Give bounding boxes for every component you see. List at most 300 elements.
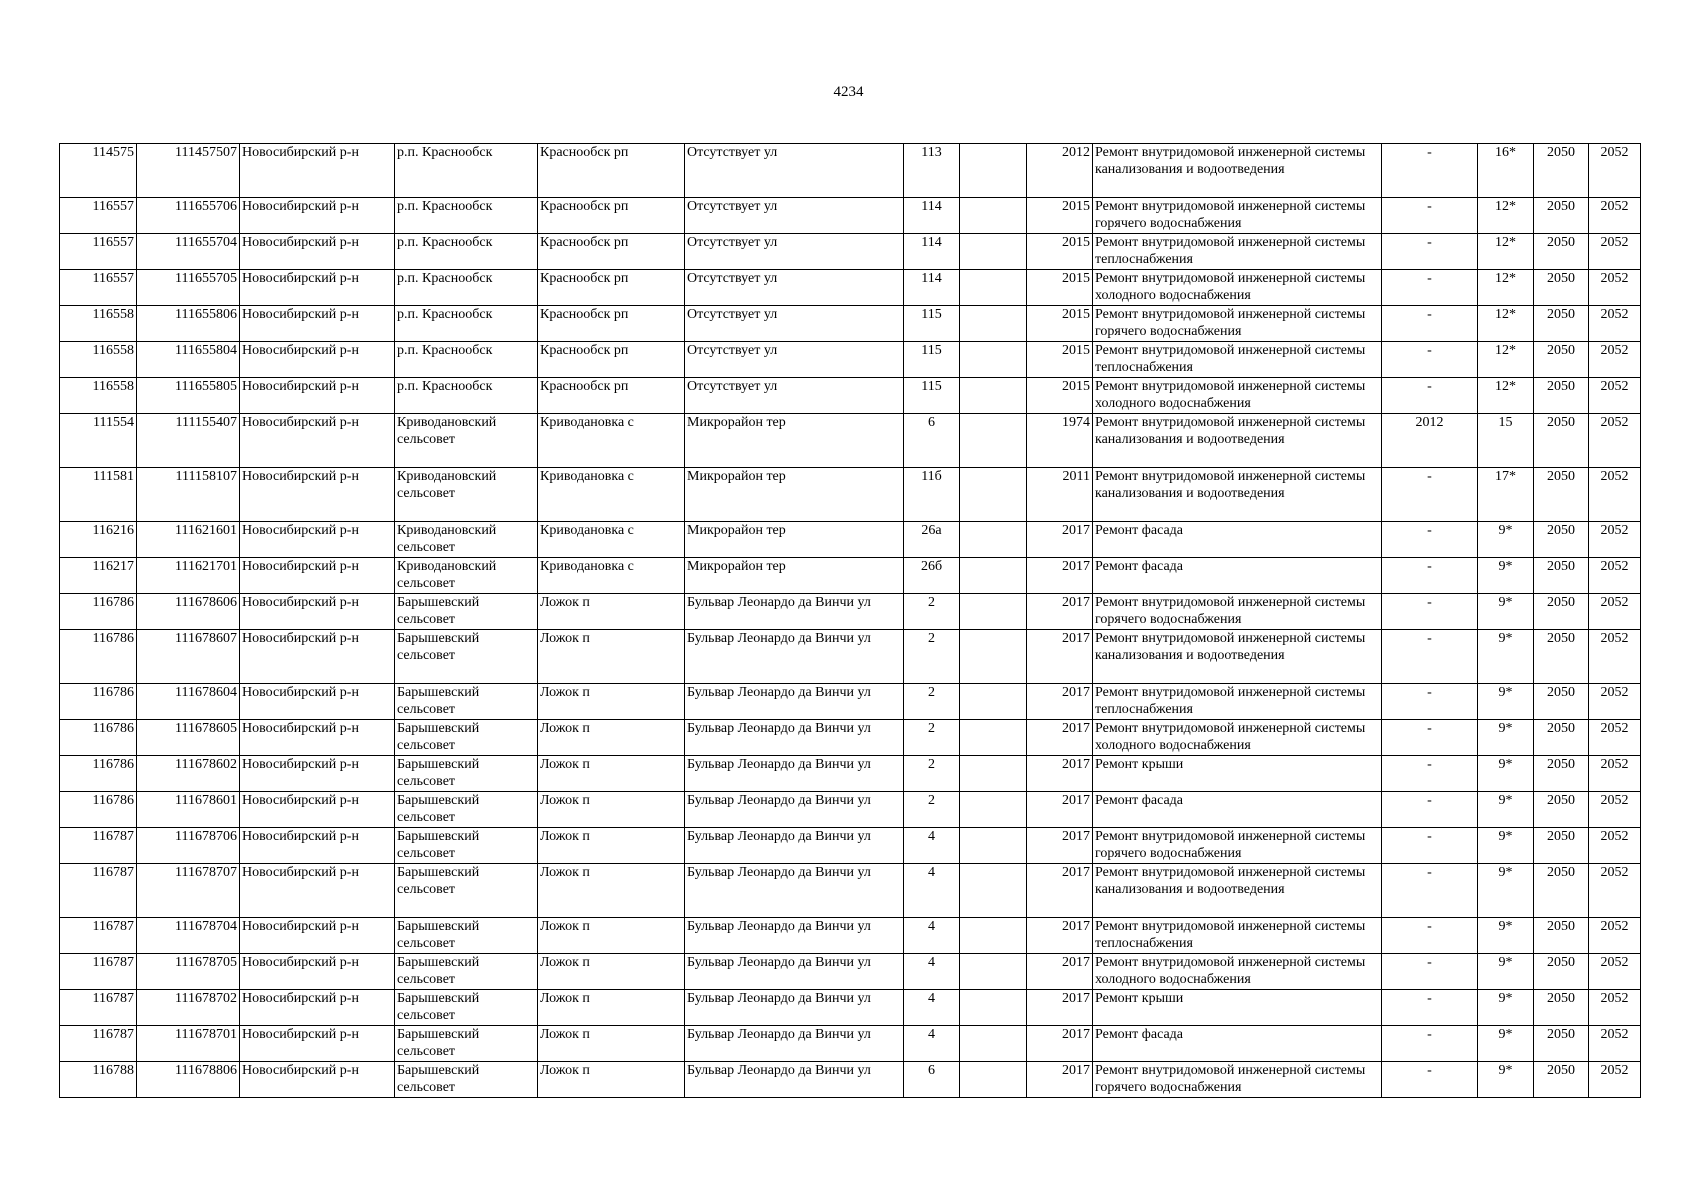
- district-cell: Новосибирский р-н: [240, 342, 395, 378]
- year-built-cell: 2015: [1027, 342, 1093, 378]
- last-repair-year-cell: -: [1382, 198, 1478, 234]
- street-cell: Микрорайон тер: [685, 558, 904, 594]
- building-cell: [960, 918, 1027, 954]
- work-code-cell: 111155407: [137, 414, 240, 468]
- settlement-cell: Криводановка с: [538, 468, 685, 522]
- object-code-cell: 116217: [60, 558, 137, 594]
- municipality-cell: Криводановский сельсовет: [395, 414, 538, 468]
- work-type-cell: Ремонт внутридомовой инженерной системы холодного водоснабжения: [1093, 720, 1382, 756]
- work-type-cell: Ремонт фасада: [1093, 792, 1382, 828]
- plan-start-year-cell: 2050: [1534, 756, 1589, 792]
- plan-end-year-cell: 2052: [1589, 756, 1641, 792]
- house-number-cell: 6: [904, 1062, 960, 1098]
- municipality-cell: Барышевский сельсовет: [395, 1026, 538, 1062]
- plan-start-year-cell: 2050: [1534, 522, 1589, 558]
- plan-start-year-cell: 2050: [1534, 342, 1589, 378]
- settlement-cell: Краснообск рп: [538, 378, 685, 414]
- work-code-cell: 111621601: [137, 522, 240, 558]
- work-type-cell: Ремонт внутридомовой инженерной системы холодного водоснабжения: [1093, 270, 1382, 306]
- plan-start-year-cell: 2050: [1534, 144, 1589, 198]
- municipality-cell: р.п. Краснообск: [395, 198, 538, 234]
- service-life-cell: 9*: [1478, 990, 1534, 1026]
- work-code-cell: 111678604: [137, 684, 240, 720]
- service-life-cell: 12*: [1478, 234, 1534, 270]
- house-number-cell: 2: [904, 594, 960, 630]
- settlement-cell: Ложок п: [538, 684, 685, 720]
- service-life-cell: 9*: [1478, 828, 1534, 864]
- street-cell: Отсутствует ул: [685, 144, 904, 198]
- settlement-cell: Ложок п: [538, 1026, 685, 1062]
- service-life-cell: 9*: [1478, 630, 1534, 684]
- district-cell: Новосибирский р-н: [240, 594, 395, 630]
- object-code-cell: 116216: [60, 522, 137, 558]
- work-code-cell: 111655706: [137, 198, 240, 234]
- year-built-cell: 2015: [1027, 198, 1093, 234]
- plan-end-year-cell: 2052: [1589, 522, 1641, 558]
- plan-start-year-cell: 2050: [1534, 1026, 1589, 1062]
- plan-start-year-cell: 2050: [1534, 954, 1589, 990]
- municipality-cell: Криводановский сельсовет: [395, 522, 538, 558]
- work-type-cell: Ремонт внутридомовой инженерной системы канализования и водоотведения: [1093, 414, 1382, 468]
- object-code-cell: 116786: [60, 756, 137, 792]
- table-row: [60, 306, 1641, 342]
- settlement-cell: Ложок п: [538, 720, 685, 756]
- last-repair-year-cell: -: [1382, 720, 1478, 756]
- municipality-cell: Барышевский сельсовет: [395, 918, 538, 954]
- table-row: [60, 864, 1641, 918]
- house-number-cell: 114: [904, 198, 960, 234]
- plan-end-year-cell: 2052: [1589, 828, 1641, 864]
- year-built-cell: 2017: [1027, 684, 1093, 720]
- building-cell: [960, 414, 1027, 468]
- street-cell: Бульвар Леонардо да Винчи ул: [685, 864, 904, 918]
- work-code-cell: 111678704: [137, 918, 240, 954]
- service-life-cell: 12*: [1478, 342, 1534, 378]
- object-code-cell: 116786: [60, 720, 137, 756]
- object-code-cell: 116557: [60, 270, 137, 306]
- building-cell: [960, 990, 1027, 1026]
- district-cell: Новосибирский р-н: [240, 918, 395, 954]
- table-row: [60, 522, 1641, 558]
- object-code-cell: 116787: [60, 1026, 137, 1062]
- work-type-cell: Ремонт внутридомовой инженерной системы канализования и водоотведения: [1093, 468, 1382, 522]
- plan-end-year-cell: 2052: [1589, 198, 1641, 234]
- last-repair-year-cell: -: [1382, 864, 1478, 918]
- settlement-cell: Краснообск рп: [538, 144, 685, 198]
- year-built-cell: 2017: [1027, 558, 1093, 594]
- building-cell: [960, 234, 1027, 270]
- work-code-cell: 111678701: [137, 1026, 240, 1062]
- plan-start-year-cell: 2050: [1534, 468, 1589, 522]
- last-repair-year-cell: -: [1382, 756, 1478, 792]
- work-type-cell: Ремонт внутридомовой инженерной системы горячего водоснабжения: [1093, 198, 1382, 234]
- district-cell: Новосибирский р-н: [240, 378, 395, 414]
- street-cell: Микрорайон тер: [685, 468, 904, 522]
- building-cell: [960, 630, 1027, 684]
- work-type-cell: Ремонт внутридомовой инженерной системы теплоснабжения: [1093, 342, 1382, 378]
- municipality-cell: Барышевский сельсовет: [395, 1062, 538, 1098]
- last-repair-year-cell: -: [1382, 990, 1478, 1026]
- service-life-cell: 16*: [1478, 144, 1534, 198]
- district-cell: Новосибирский р-н: [240, 720, 395, 756]
- object-code-cell: 116786: [60, 684, 137, 720]
- building-cell: [960, 558, 1027, 594]
- municipality-cell: Барышевский сельсовет: [395, 864, 538, 918]
- object-code-cell: 116786: [60, 792, 137, 828]
- table-row: [60, 594, 1641, 630]
- table-row: [60, 342, 1641, 378]
- house-number-cell: 113: [904, 144, 960, 198]
- district-cell: Новосибирский р-н: [240, 792, 395, 828]
- work-type-cell: Ремонт внутридомовой инженерной системы горячего водоснабжения: [1093, 306, 1382, 342]
- street-cell: Бульвар Леонардо да Винчи ул: [685, 684, 904, 720]
- plan-start-year-cell: 2050: [1534, 684, 1589, 720]
- street-cell: Бульвар Леонардо да Винчи ул: [685, 1062, 904, 1098]
- work-code-cell: 111678706: [137, 828, 240, 864]
- last-repair-year-cell: -: [1382, 522, 1478, 558]
- plan-end-year-cell: 2052: [1589, 1026, 1641, 1062]
- year-built-cell: 2017: [1027, 918, 1093, 954]
- table-row: [60, 954, 1641, 990]
- page-number: 4234: [833, 84, 864, 100]
- plan-end-year-cell: 2052: [1589, 234, 1641, 270]
- street-cell: Бульвар Леонардо да Винчи ул: [685, 594, 904, 630]
- plan-end-year-cell: 2052: [1589, 720, 1641, 756]
- municipality-cell: Барышевский сельсовет: [395, 990, 538, 1026]
- service-life-cell: 9*: [1478, 864, 1534, 918]
- object-code-cell: 111581: [60, 468, 137, 522]
- plan-end-year-cell: 2052: [1589, 792, 1641, 828]
- work-code-cell: 111678605: [137, 720, 240, 756]
- service-life-cell: 9*: [1478, 756, 1534, 792]
- plan-start-year-cell: 2050: [1534, 918, 1589, 954]
- work-code-cell: 111678705: [137, 954, 240, 990]
- building-cell: [960, 522, 1027, 558]
- building-cell: [960, 954, 1027, 990]
- municipality-cell: Барышевский сельсовет: [395, 828, 538, 864]
- table-row: [60, 1062, 1641, 1098]
- district-cell: Новосибирский р-н: [240, 864, 395, 918]
- last-repair-year-cell: -: [1382, 144, 1478, 198]
- work-code-cell: 111678607: [137, 630, 240, 684]
- work-code-cell: 111158107: [137, 468, 240, 522]
- street-cell: Бульвар Леонардо да Винчи ул: [685, 1026, 904, 1062]
- plan-end-year-cell: 2052: [1589, 468, 1641, 522]
- table-row: [60, 918, 1641, 954]
- building-cell: [960, 1062, 1027, 1098]
- building-cell: [960, 720, 1027, 756]
- plan-end-year-cell: 2052: [1589, 270, 1641, 306]
- municipality-cell: Барышевский сельсовет: [395, 720, 538, 756]
- plan-start-year-cell: 2050: [1534, 558, 1589, 594]
- street-cell: Бульвар Леонардо да Винчи ул: [685, 630, 904, 684]
- street-cell: Отсутствует ул: [685, 198, 904, 234]
- street-cell: Бульвар Леонардо да Винчи ул: [685, 756, 904, 792]
- table-row: [60, 630, 1641, 684]
- last-repair-year-cell: 2012: [1382, 414, 1478, 468]
- year-built-cell: 2012: [1027, 144, 1093, 198]
- plan-start-year-cell: 2050: [1534, 630, 1589, 684]
- table-row: [60, 756, 1641, 792]
- building-cell: [960, 1026, 1027, 1062]
- work-code-cell: 111621701: [137, 558, 240, 594]
- last-repair-year-cell: -: [1382, 630, 1478, 684]
- plan-start-year-cell: 2050: [1534, 792, 1589, 828]
- object-code-cell: 116787: [60, 954, 137, 990]
- settlement-cell: Краснообск рп: [538, 306, 685, 342]
- year-built-cell: 2017: [1027, 594, 1093, 630]
- building-cell: [960, 864, 1027, 918]
- service-life-cell: 9*: [1478, 594, 1534, 630]
- last-repair-year-cell: -: [1382, 792, 1478, 828]
- street-cell: Микрорайон тер: [685, 414, 904, 468]
- street-cell: Отсутствует ул: [685, 342, 904, 378]
- plan-end-year-cell: 2052: [1589, 684, 1641, 720]
- house-number-cell: 2: [904, 630, 960, 684]
- house-number-cell: 2: [904, 756, 960, 792]
- plan-end-year-cell: 2052: [1589, 918, 1641, 954]
- work-code-cell: 111678601: [137, 792, 240, 828]
- table-row: [60, 198, 1641, 234]
- work-type-cell: Ремонт внутридомовой инженерной системы горячего водоснабжения: [1093, 1062, 1382, 1098]
- last-repair-year-cell: -: [1382, 342, 1478, 378]
- object-code-cell: 116558: [60, 378, 137, 414]
- last-repair-year-cell: -: [1382, 306, 1478, 342]
- district-cell: Новосибирский р-н: [240, 558, 395, 594]
- street-cell: Отсутствует ул: [685, 378, 904, 414]
- building-cell: [960, 594, 1027, 630]
- district-cell: Новосибирский р-н: [240, 630, 395, 684]
- plan-start-year-cell: 2050: [1534, 198, 1589, 234]
- year-built-cell: 2017: [1027, 630, 1093, 684]
- year-built-cell: 2015: [1027, 234, 1093, 270]
- municipality-cell: р.п. Краснообск: [395, 144, 538, 198]
- service-life-cell: 9*: [1478, 1026, 1534, 1062]
- settlement-cell: Ложок п: [538, 828, 685, 864]
- table-row: [60, 234, 1641, 270]
- municipality-cell: р.п. Краснообск: [395, 270, 538, 306]
- municipality-cell: р.п. Краснообск: [395, 378, 538, 414]
- service-life-cell: 9*: [1478, 558, 1534, 594]
- work-type-cell: Ремонт внутридомовой инженерной системы канализования и водоотведения: [1093, 630, 1382, 684]
- street-cell: Бульвар Леонардо да Винчи ул: [685, 792, 904, 828]
- plan-start-year-cell: 2050: [1534, 234, 1589, 270]
- year-built-cell: 1974: [1027, 414, 1093, 468]
- work-type-cell: Ремонт внутридомовой инженерной системы горячего водоснабжения: [1093, 828, 1382, 864]
- street-cell: Микрорайон тер: [685, 522, 904, 558]
- street-cell: Бульвар Леонардо да Винчи ул: [685, 828, 904, 864]
- municipality-cell: р.п. Краснообск: [395, 342, 538, 378]
- table-row: [60, 990, 1641, 1026]
- plan-end-year-cell: 2052: [1589, 990, 1641, 1026]
- street-cell: Бульвар Леонардо да Винчи ул: [685, 918, 904, 954]
- district-cell: Новосибирский р-н: [240, 198, 395, 234]
- municipality-cell: Криводановский сельсовет: [395, 558, 538, 594]
- house-number-cell: 114: [904, 234, 960, 270]
- house-number-cell: 11б: [904, 468, 960, 522]
- municipality-cell: Барышевский сельсовет: [395, 756, 538, 792]
- plan-start-year-cell: 2050: [1534, 828, 1589, 864]
- building-cell: [960, 270, 1027, 306]
- building-cell: [960, 378, 1027, 414]
- table-row: [60, 468, 1641, 522]
- plan-start-year-cell: 2050: [1534, 594, 1589, 630]
- plan-end-year-cell: 2052: [1589, 594, 1641, 630]
- work-code-cell: 111655805: [137, 378, 240, 414]
- plan-start-year-cell: 2050: [1534, 306, 1589, 342]
- object-code-cell: 116558: [60, 306, 137, 342]
- district-cell: Новосибирский р-н: [240, 756, 395, 792]
- settlement-cell: Ложок п: [538, 792, 685, 828]
- work-type-cell: Ремонт внутридомовой инженерной системы теплоснабжения: [1093, 684, 1382, 720]
- registry-table: [59, 143, 1641, 1098]
- last-repair-year-cell: -: [1382, 1026, 1478, 1062]
- service-life-cell: 12*: [1478, 270, 1534, 306]
- table-row: [60, 414, 1641, 468]
- house-number-cell: 2: [904, 792, 960, 828]
- service-life-cell: 17*: [1478, 468, 1534, 522]
- house-number-cell: 26а: [904, 522, 960, 558]
- service-life-cell: 9*: [1478, 522, 1534, 558]
- work-type-cell: Ремонт фасада: [1093, 558, 1382, 594]
- year-built-cell: 2017: [1027, 756, 1093, 792]
- building-cell: [960, 342, 1027, 378]
- street-cell: Отсутствует ул: [685, 234, 904, 270]
- settlement-cell: Ложок п: [538, 630, 685, 684]
- district-cell: Новосибирский р-н: [240, 234, 395, 270]
- district-cell: Новосибирский р-н: [240, 990, 395, 1026]
- table-row: [60, 1026, 1641, 1062]
- house-number-cell: 4: [904, 918, 960, 954]
- settlement-cell: Ложок п: [538, 756, 685, 792]
- last-repair-year-cell: -: [1382, 378, 1478, 414]
- building-cell: [960, 144, 1027, 198]
- year-built-cell: 2017: [1027, 828, 1093, 864]
- last-repair-year-cell: -: [1382, 954, 1478, 990]
- settlement-cell: Краснообск рп: [538, 270, 685, 306]
- work-type-cell: Ремонт внутридомовой инженерной системы канализования и водоотведения: [1093, 864, 1382, 918]
- house-number-cell: 4: [904, 954, 960, 990]
- work-type-cell: Ремонт внутридомовой инженерной системы холодного водоснабжения: [1093, 378, 1382, 414]
- last-repair-year-cell: -: [1382, 828, 1478, 864]
- plan-end-year-cell: 2052: [1589, 144, 1641, 198]
- settlement-cell: Ложок п: [538, 918, 685, 954]
- municipality-cell: Барышевский сельсовет: [395, 954, 538, 990]
- year-built-cell: 2015: [1027, 378, 1093, 414]
- street-cell: Отсутствует ул: [685, 306, 904, 342]
- house-number-cell: 4: [904, 1026, 960, 1062]
- year-built-cell: 2017: [1027, 522, 1093, 558]
- street-cell: Бульвар Леонардо да Винчи ул: [685, 720, 904, 756]
- district-cell: Новосибирский р-н: [240, 522, 395, 558]
- street-cell: Бульвар Леонардо да Винчи ул: [685, 954, 904, 990]
- work-code-cell: 111457507: [137, 144, 240, 198]
- work-code-cell: 111655705: [137, 270, 240, 306]
- service-life-cell: 12*: [1478, 198, 1534, 234]
- house-number-cell: 4: [904, 990, 960, 1026]
- work-type-cell: Ремонт крыши: [1093, 756, 1382, 792]
- object-code-cell: 116787: [60, 990, 137, 1026]
- year-built-cell: 2017: [1027, 792, 1093, 828]
- service-life-cell: 9*: [1478, 720, 1534, 756]
- table-row: [60, 828, 1641, 864]
- table-row: [60, 558, 1641, 594]
- work-code-cell: 111655804: [137, 342, 240, 378]
- municipality-cell: Криводановский сельсовет: [395, 468, 538, 522]
- plan-start-year-cell: 2050: [1534, 270, 1589, 306]
- service-life-cell: 15: [1478, 414, 1534, 468]
- settlement-cell: Краснообск рп: [538, 342, 685, 378]
- object-code-cell: 116787: [60, 918, 137, 954]
- work-type-cell: Ремонт внутридомовой инженерной системы канализования и водоотведения: [1093, 144, 1382, 198]
- object-code-cell: 116788: [60, 1062, 137, 1098]
- last-repair-year-cell: -: [1382, 1062, 1478, 1098]
- plan-start-year-cell: 2050: [1534, 1062, 1589, 1098]
- plan-end-year-cell: 2052: [1589, 414, 1641, 468]
- service-life-cell: 9*: [1478, 684, 1534, 720]
- table-row: [60, 792, 1641, 828]
- district-cell: Новосибирский р-н: [240, 468, 395, 522]
- work-code-cell: 111678702: [137, 990, 240, 1026]
- plan-end-year-cell: 2052: [1589, 954, 1641, 990]
- work-type-cell: Ремонт внутридомовой инженерной системы горячего водоснабжения: [1093, 594, 1382, 630]
- year-built-cell: 2017: [1027, 990, 1093, 1026]
- object-code-cell: 116558: [60, 342, 137, 378]
- settlement-cell: Ложок п: [538, 864, 685, 918]
- plan-end-year-cell: 2052: [1589, 864, 1641, 918]
- object-code-cell: 116557: [60, 198, 137, 234]
- work-code-cell: 111678606: [137, 594, 240, 630]
- work-code-cell: 111655806: [137, 306, 240, 342]
- district-cell: Новосибирский р-н: [240, 1026, 395, 1062]
- municipality-cell: Барышевский сельсовет: [395, 684, 538, 720]
- year-built-cell: 2011: [1027, 468, 1093, 522]
- street-cell: Отсутствует ул: [685, 270, 904, 306]
- year-built-cell: 2017: [1027, 864, 1093, 918]
- settlement-cell: Краснообск рп: [538, 234, 685, 270]
- work-type-cell: Ремонт внутридомовой инженерной системы холодного водоснабжения: [1093, 954, 1382, 990]
- table-body: [60, 144, 1641, 1098]
- building-cell: [960, 468, 1027, 522]
- last-repair-year-cell: -: [1382, 684, 1478, 720]
- work-code-cell: 111678602: [137, 756, 240, 792]
- settlement-cell: Ложок п: [538, 954, 685, 990]
- plan-end-year-cell: 2052: [1589, 630, 1641, 684]
- table-row: [60, 720, 1641, 756]
- work-type-cell: Ремонт внутридомовой инженерной системы теплоснабжения: [1093, 918, 1382, 954]
- settlement-cell: Криводановка с: [538, 414, 685, 468]
- municipality-cell: Барышевский сельсовет: [395, 594, 538, 630]
- last-repair-year-cell: -: [1382, 918, 1478, 954]
- settlement-cell: Ложок п: [538, 1062, 685, 1098]
- house-number-cell: 115: [904, 378, 960, 414]
- building-cell: [960, 792, 1027, 828]
- street-cell: Бульвар Леонардо да Винчи ул: [685, 990, 904, 1026]
- work-type-cell: Ремонт фасада: [1093, 522, 1382, 558]
- building-cell: [960, 684, 1027, 720]
- last-repair-year-cell: -: [1382, 468, 1478, 522]
- building-cell: [960, 828, 1027, 864]
- table-row: [60, 144, 1641, 198]
- plan-start-year-cell: 2050: [1534, 990, 1589, 1026]
- plan-end-year-cell: 2052: [1589, 558, 1641, 594]
- last-repair-year-cell: -: [1382, 594, 1478, 630]
- municipality-cell: р.п. Краснообск: [395, 306, 538, 342]
- district-cell: Новосибирский р-н: [240, 954, 395, 990]
- house-number-cell: 2: [904, 720, 960, 756]
- last-repair-year-cell: -: [1382, 558, 1478, 594]
- district-cell: Новосибирский р-н: [240, 828, 395, 864]
